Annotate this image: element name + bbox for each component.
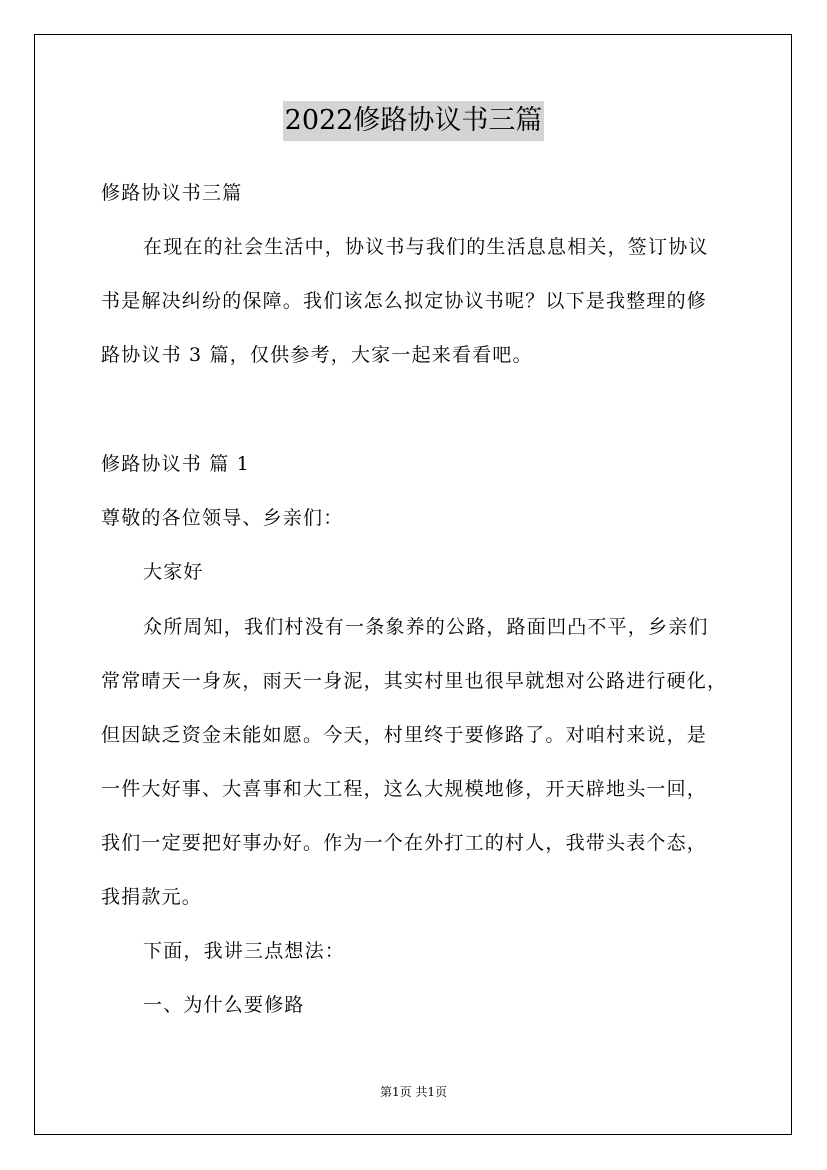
page-footer: 第1页 共1页 — [379, 1085, 448, 1099]
intro-line-1: 在现在的社会生活中，协议书与我们的生活息息相关，签订协议 — [143, 236, 709, 258]
point-one-heading: 一、为什么要修路 — [143, 994, 305, 1016]
greeting: 大家好 — [143, 561, 204, 583]
section-heading: 修路协议书 篇 1 — [101, 453, 250, 475]
body-line-5: 我们一定要把好事办好。作为一个在外打工的村人，我带头表个态， — [101, 832, 708, 854]
intro-line-2: 书是解决纠纷的保障。我们该怎么拟定协议书呢？以下是我整理的修 — [101, 290, 708, 312]
document-title: 2022修路协议书三篇 — [283, 101, 545, 141]
body-line-6: 我捐款元。 — [101, 886, 203, 908]
intro-line-3: 路协议书 3 篇，仅供参考，大家一起来看看吧。 — [101, 344, 533, 366]
body-line-3: 但因缺乏资金未能如愿。今天，村里终于要修路了。对咱村来说，是 — [101, 724, 708, 746]
body-line-2: 常常晴天一身灰，雨天一身泥，其实村里也很早就想对公路进行硬化， — [101, 670, 728, 692]
body-line-1: 众所周知，我们村没有一条象养的公路，路面凹凸不平，乡亲们 — [143, 616, 709, 638]
transition-line: 下面，我讲三点想法： — [143, 940, 346, 962]
body-line-4: 一件大好事、大喜事和大工程，这么大规模地修，开天辟地头一回， — [101, 778, 708, 800]
title-container — [0, 101, 827, 141]
document-subtitle: 修路协议书三篇 — [101, 182, 243, 204]
salutation: 尊敬的各位领导、乡亲们： — [101, 507, 344, 529]
